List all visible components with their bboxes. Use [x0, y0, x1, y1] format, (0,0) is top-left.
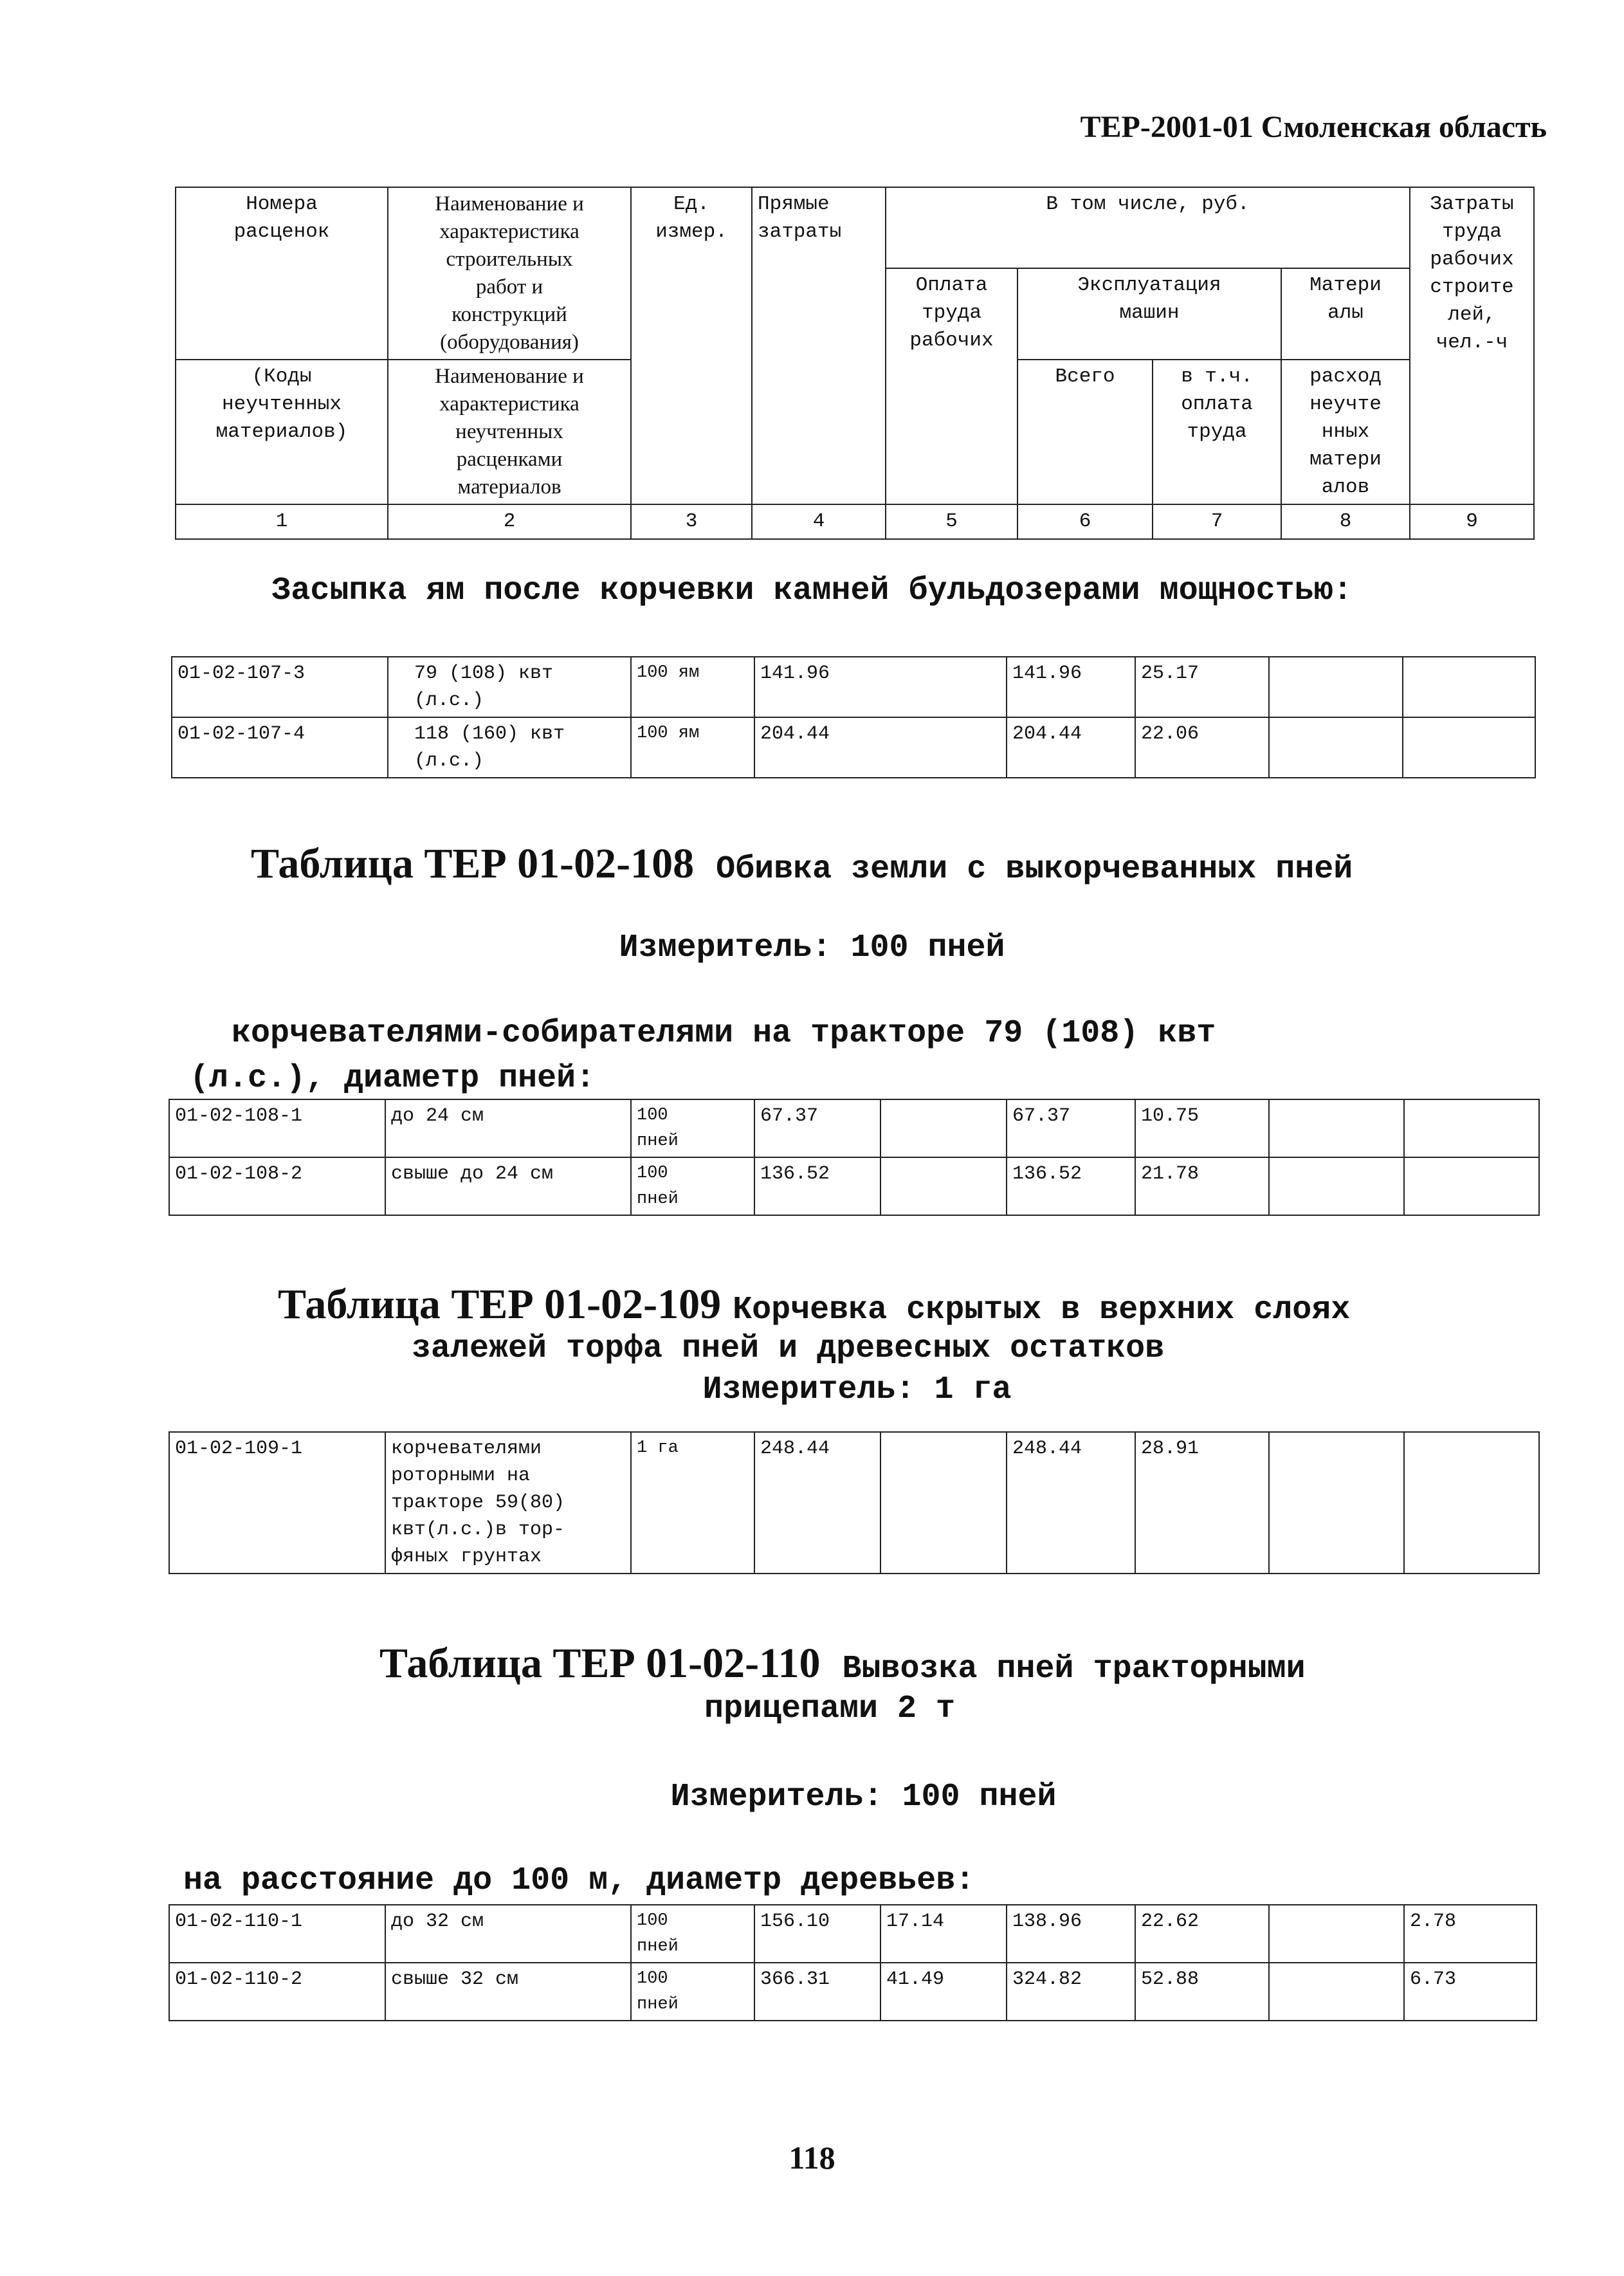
- row-labor: 41.49: [880, 1963, 1007, 2021]
- table-110-title: Таблица ТЕР 01-02-110: [379, 1640, 821, 1687]
- col-number: 6: [1017, 504, 1153, 539]
- table-109: [169, 1431, 1540, 1574]
- row-unit: 100 пней: [631, 1099, 754, 1157]
- table-108-subcaption-2: (л.с.), диаметр пней:: [190, 1060, 596, 1097]
- row-workers: [1404, 1432, 1539, 1574]
- row-machines: 204.44: [1007, 717, 1135, 778]
- row-materials: [1269, 1157, 1404, 1215]
- table-row: [169, 1963, 1537, 2021]
- row-code: 01-02-110-2: [169, 1963, 385, 2021]
- row-direct: 204.44: [754, 717, 1007, 778]
- row-workers: [1403, 717, 1535, 778]
- table-108-subcaption-1: корчевателями-собирателями на тракторе 79 (108) квт: [232, 1015, 1216, 1052]
- row-workers: 6.73: [1404, 1963, 1537, 2021]
- row-machine-labor: 10.75: [1135, 1099, 1269, 1157]
- row-labor: [880, 1432, 1007, 1574]
- row-machines: 141.96: [1007, 657, 1135, 717]
- row-materials: [1269, 1963, 1404, 2021]
- table-row: [169, 1432, 1539, 1574]
- table-110-meter: Измеритель: 100 пней: [670, 1779, 1057, 1815]
- col-header-labor: Оплата труда рабочих: [886, 268, 1017, 504]
- col-number: 8: [1281, 504, 1410, 539]
- row-machine-labor: 21.78: [1135, 1157, 1269, 1215]
- row-unit: 1 га: [631, 1432, 754, 1574]
- row-code: 01-02-108-1: [169, 1099, 385, 1157]
- col-header-machines: Эксплуатация машин: [1017, 268, 1281, 360]
- row-machines: 324.82: [1007, 1963, 1135, 2021]
- table-109-heading: [278, 1280, 1350, 1329]
- row-machine-labor: 52.88: [1135, 1963, 1269, 2021]
- table-row: [169, 1905, 1537, 1963]
- table-109-meter: Измеритель: 1 га: [702, 1372, 1012, 1408]
- row-machine-labor: 28.91: [1135, 1432, 1269, 1574]
- table-108: [169, 1099, 1540, 1216]
- row-materials: [1269, 1432, 1404, 1574]
- row-code: 01-02-110-1: [169, 1905, 385, 1963]
- row-unit: 100 пней: [631, 1963, 754, 2021]
- row-direct: 248.44: [754, 1432, 880, 1574]
- row-workers: [1404, 1157, 1539, 1215]
- section-107-caption: Засыпка ям после корчевки камней бульдозерами мощностью:: [271, 573, 1353, 609]
- col-number: 5: [886, 504, 1017, 539]
- row-direct: 366.31: [754, 1963, 880, 2021]
- table-110: [169, 1904, 1537, 2021]
- col-number: 1: [176, 504, 388, 539]
- col-header-materials: Матери алы: [1281, 268, 1410, 360]
- row-name: до 24 см: [385, 1099, 631, 1157]
- table-110-subcaption: на расстояние до 100 м, диаметр деревьев:: [183, 1862, 975, 1899]
- col-header-group: В том числе, руб.: [886, 187, 1410, 268]
- table-108-heading: [251, 840, 1353, 888]
- col-header-machines-total: Всего: [1017, 360, 1153, 504]
- row-materials: [1269, 1099, 1404, 1157]
- row-labor: [880, 1099, 1007, 1157]
- table-109-description-2: залежей торфа пней и древесных остатков: [412, 1330, 1165, 1367]
- table-110-heading: [379, 1639, 1306, 1688]
- row-code: 01-02-107-4: [172, 717, 388, 778]
- row-direct: 67.37: [754, 1099, 880, 1157]
- row-unit: 100 ям: [631, 657, 754, 717]
- table-109-description-1: Корчевка скрытых в верхних слоях: [733, 1292, 1351, 1328]
- row-name: до 32 см: [385, 1905, 631, 1963]
- row-code: 01-02-107-3: [172, 657, 388, 717]
- row-materials: [1269, 657, 1403, 717]
- row-labor: 17.14: [880, 1905, 1007, 1963]
- row-name: свыше 32 см: [385, 1963, 631, 2021]
- row-code: 01-02-108-2: [169, 1157, 385, 1215]
- row-name: 79 (108) квт (л.с.): [388, 657, 631, 717]
- table-110-description-2: прицепами 2 т: [704, 1691, 956, 1727]
- row-unit: 100 пней: [631, 1905, 754, 1963]
- row-machine-labor: 25.17: [1135, 657, 1269, 717]
- row-unit: 100 пней: [631, 1157, 754, 1215]
- col-header-material-consumption: расход неучте нных матери алов: [1281, 360, 1410, 504]
- col-number: 4: [752, 504, 886, 539]
- row-machine-labor: 22.62: [1135, 1905, 1269, 1963]
- page-number: 118: [789, 2140, 835, 2176]
- table-row: [172, 717, 1535, 778]
- col-header-direct-costs: Прямые затраты: [752, 187, 886, 504]
- col-header-worker-hours: Затраты труда рабочих строите лей, чел.-ч: [1410, 187, 1534, 504]
- row-machines: 138.96: [1007, 1905, 1135, 1963]
- row-machine-labor: 22.06: [1135, 717, 1269, 778]
- row-unit: 100 ям: [631, 717, 754, 778]
- row-workers: [1404, 1099, 1539, 1157]
- table-row: [169, 1157, 1539, 1215]
- table-row: [172, 657, 1535, 717]
- col-number: 7: [1153, 504, 1281, 539]
- row-workers: [1403, 657, 1535, 717]
- table-110-description-1: Вывозка пней тракторными: [842, 1651, 1306, 1687]
- row-direct: 141.96: [754, 657, 1007, 717]
- col-number: 3: [631, 504, 752, 539]
- col-header-machines-labor: в т.ч. оплата труда: [1153, 360, 1281, 504]
- row-direct: 156.10: [754, 1905, 880, 1963]
- col-number: 9: [1410, 504, 1534, 539]
- column-header-table: [175, 187, 1535, 540]
- col-header-material-codes: (Коды неучтенных материалов): [176, 360, 388, 504]
- col-header-codes: Номера расценок: [176, 187, 388, 360]
- table-108-title: Таблица ТЕР 01-02-108: [251, 840, 695, 887]
- col-number: 2: [388, 504, 631, 539]
- document-header-title: ТЕР-2001-01 Смоленская область: [1080, 110, 1547, 144]
- row-name: 118 (160) квт (л.с.): [388, 717, 631, 778]
- col-header-material-name: Наименование и характеристика неучтенных расценками материалов: [388, 360, 631, 504]
- table-108-meter: Измеритель: 100 пней: [619, 930, 1005, 966]
- table-109-title: Таблица ТЕР 01-02-109: [278, 1281, 722, 1328]
- row-materials: [1269, 717, 1403, 778]
- table-row: [169, 1099, 1539, 1157]
- row-name: свыше до 24 см: [385, 1157, 631, 1215]
- row-name: корчевателями роторными на тракторе 59(80) квт(л.с.)в тор- фяных грунтах: [385, 1432, 631, 1574]
- row-machines: 67.37: [1007, 1099, 1135, 1157]
- section-107-table: [171, 656, 1536, 778]
- col-header-unit: Ед. измер.: [631, 187, 752, 504]
- row-machines: 248.44: [1007, 1432, 1135, 1574]
- row-code: 01-02-109-1: [169, 1432, 385, 1574]
- row-machines: 136.52: [1007, 1157, 1135, 1215]
- col-header-name: Наименование и характеристика строительных работ и конструкций (оборудования): [388, 187, 631, 360]
- row-direct: 136.52: [754, 1157, 880, 1215]
- row-workers: 2.78: [1404, 1905, 1537, 1963]
- row-materials: [1269, 1905, 1404, 1963]
- row-labor: [880, 1157, 1007, 1215]
- table-108-description: Обивка земли с выкорчеванных пней: [716, 851, 1353, 888]
